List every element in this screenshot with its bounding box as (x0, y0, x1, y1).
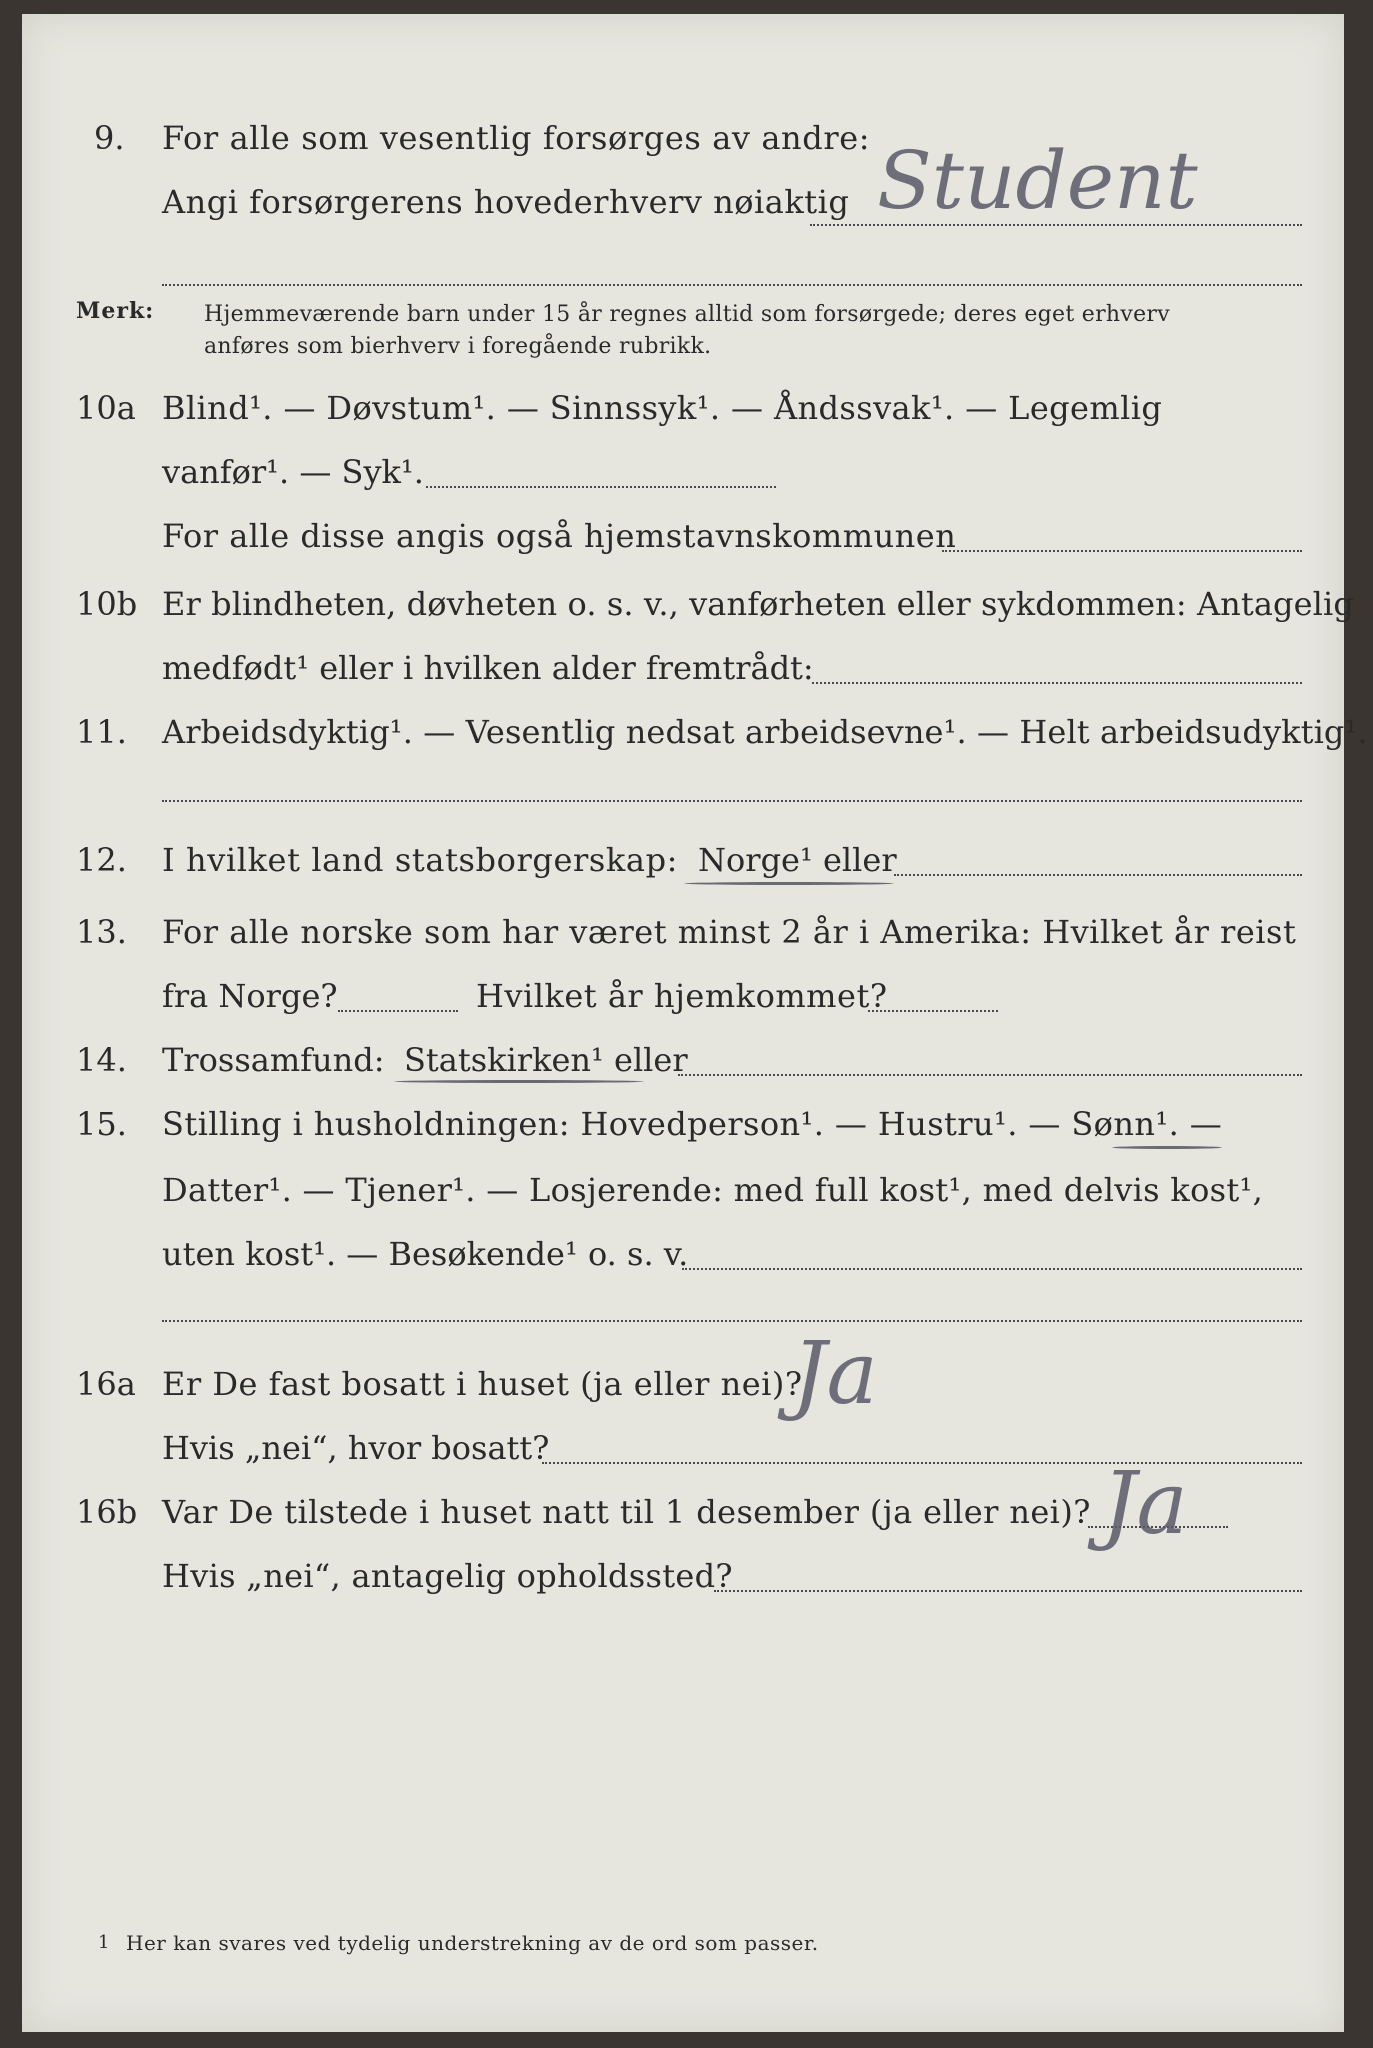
q10a-line3-blank (942, 550, 1302, 552)
q10b-number: 10b (76, 585, 138, 623)
q9-handwritten-answer: Student (877, 134, 1198, 227)
q9-line1: For alle som vesentlig forsørges av andre: (162, 119, 871, 157)
q15-line2: Datter¹. — Tjener¹. — Losjerende: med full kost¹, med delvis kost¹, (162, 1171, 1264, 1209)
q14-option: Statskirken¹ eller (404, 1041, 688, 1079)
q12-number: 12. (76, 841, 127, 879)
q15-line1: Stilling i husholdningen: Hovedperson¹. — Hustru¹. — Sønn¹. — (162, 1105, 1223, 1143)
q13-number: 13. (76, 913, 127, 951)
q16b-handwritten-answer: Ja (1102, 1454, 1188, 1554)
merk-line2: anføres som bierhverv i foregående rubrikk. (204, 334, 712, 359)
q10a-line1: Blind¹. — Døvstum¹. — Sinnssyk¹. — Åndssvak¹. — Legemlig (162, 389, 1163, 427)
q14-statskirken-underline-mark (394, 1080, 644, 1083)
q9-extra-line (162, 284, 1302, 286)
q13-year-returned-blank (868, 1010, 998, 1012)
q13-line2a: fra Norge? (162, 977, 338, 1015)
q12-option: Norge¹ eller (698, 841, 897, 879)
q10b-line2: medfødt¹ eller i hvilken alder fremtrådt: (162, 649, 814, 687)
q16b-number: 16b (76, 1493, 138, 1531)
q16a-line2: Hvis „nei“, hvor bosatt? (162, 1429, 550, 1467)
census-form-page (22, 14, 1368, 2032)
q13-year-left-blank (338, 1010, 458, 1012)
q12-blank (894, 874, 1302, 876)
q15-sonn-underline-mark (1112, 1146, 1222, 1149)
q16a-line1: Er De fast bosatt i huset (ja eller nei)? (162, 1365, 803, 1403)
q15-extra-blank (162, 1320, 1302, 1322)
q16a-blank (542, 1462, 1302, 1464)
q15-blank (682, 1268, 1302, 1270)
q11-blank (162, 800, 1302, 802)
q13-line1: For alle norske som har været minst 2 år i Amerika: Hvilket år reist (162, 913, 1297, 951)
q9-number: 9. (94, 119, 125, 157)
q14-blank (678, 1074, 1302, 1076)
q12-label: I hvilket land statsborgerskap: (162, 841, 679, 879)
footnote-text: Her kan svares ved tydelig understrekning av de ord som passer. (126, 1931, 819, 1955)
q16b-line1: Var De tilstede i huset natt til 1 desember (ja eller nei)? (162, 1493, 1091, 1531)
q15-line3: uten kost¹. — Besøkende¹ o. s. v. (162, 1235, 689, 1273)
q10b-line1: Er blindheten, døvheten o. s. v., vanførheten eller sykdommen: Antagelig (162, 585, 1354, 623)
q16b-blank (714, 1590, 1302, 1592)
q16b-line2: Hvis „nei“, antagelig opholdssted? (162, 1557, 733, 1595)
merk-line1: Hjemmeværende barn under 15 år regnes alltid som forsørgede; deres eget erhverv (204, 302, 1170, 327)
q10a-line2-blank (426, 486, 776, 488)
q12-norge-underline-mark (684, 882, 894, 885)
merk-label: Merk: (76, 298, 155, 324)
q11-line1: Arbeidsdyktig¹. — Vesentlig nedsat arbeidsevne¹. — Helt arbeidsudyktig¹. (162, 713, 1368, 751)
q15-number: 15. (76, 1105, 127, 1143)
q16a-handwritten-answer: Ja (792, 1324, 878, 1424)
q10a-line2: vanfør¹. — Syk¹. (162, 453, 424, 491)
q10a-line3: For alle disse angis også hjemstavnskommunen (162, 517, 957, 555)
q14-number: 14. (76, 1041, 127, 1079)
footnote-mark: 1 (98, 1932, 110, 1953)
q11-number: 11. (76, 713, 127, 751)
q16a-number: 16a (76, 1365, 136, 1403)
q10b-blank (812, 682, 1302, 684)
q14-label: Trossamfund: (162, 1041, 385, 1079)
q9-line2: Angi forsørgerens hovederhverv nøiaktig (162, 183, 850, 221)
q13-line2b: Hvilket år hjemkommet? (476, 977, 888, 1015)
q10a-number: 10a (76, 389, 136, 427)
